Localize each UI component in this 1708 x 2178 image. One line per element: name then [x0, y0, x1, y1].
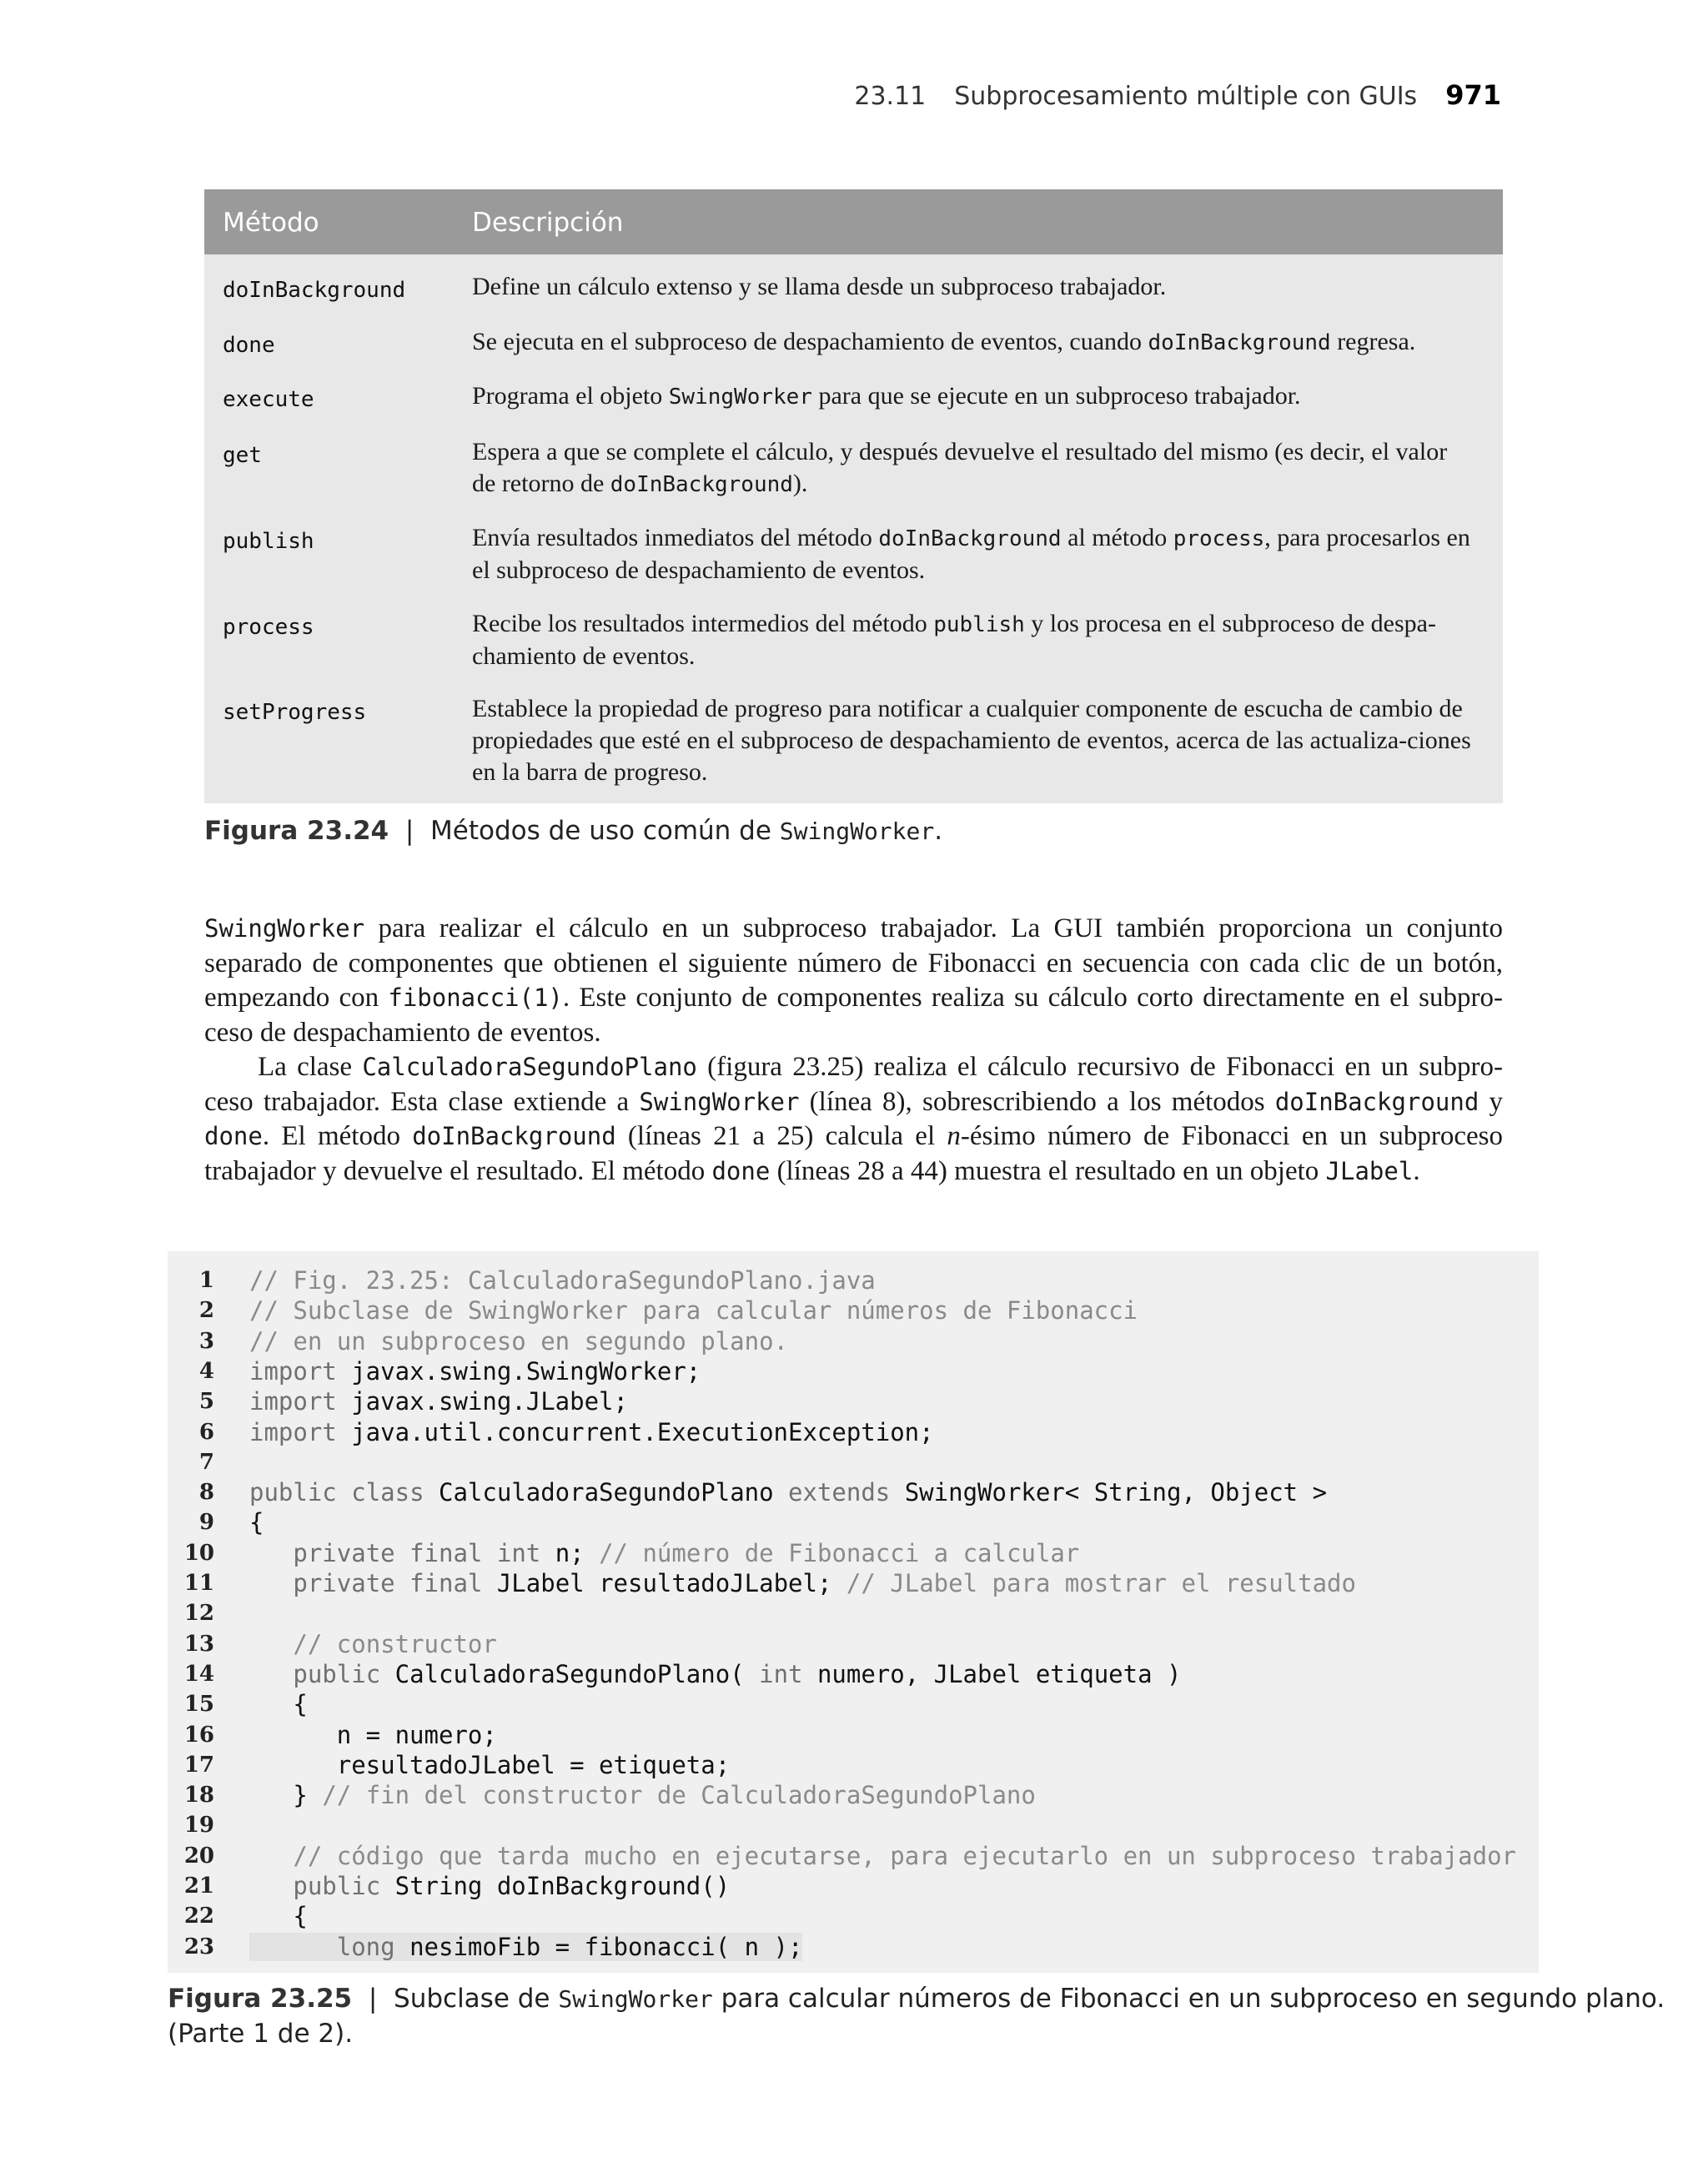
line-number: 18 — [183, 1783, 214, 1808]
method-name: get — [223, 443, 262, 468]
method-description: Se ejecuta en el subproceso de despachamiento de eventos, cuando doInBackground regresa. — [472, 328, 1416, 355]
line-number: 17 — [183, 1752, 214, 1778]
figure-label: Figura 23.24 — [204, 816, 389, 846]
running-header — [854, 79, 1501, 111]
line-number: 8 — [198, 1480, 214, 1506]
line-number: 9 — [198, 1510, 214, 1536]
code-text: } // fin del constructor de CalculadoraSegundoPlano — [249, 1781, 1036, 1810]
figure-caption-23-25: Figura 23.25 | Subclase de SwingWorker para calcular números de Fibonacci en un subproceso en segundo plano. — [168, 1984, 1665, 2014]
method-name: doInBackground — [223, 278, 406, 303]
method-name: publish — [223, 529, 314, 554]
code-text: { — [249, 1508, 264, 1537]
method-description: Define un cálculo extenso y se llama desde un subproceso trabajador. — [472, 273, 1167, 300]
table-header — [204, 189, 1503, 254]
figure-caption-23-24: Figura 23.24 | Métodos de uso común de SwingWorker. — [204, 816, 943, 846]
page-number: 971 — [1445, 79, 1501, 111]
code-listing — [168, 1251, 1539, 1973]
code-text: // código que tarda mucho en ejecutarse, para ejecutarlo en un subproceso trabajador — [293, 1841, 1516, 1870]
code-text: // Subclase de SwingWorker para calcular números de Fibonacci — [249, 1296, 1138, 1325]
method-name: done — [223, 333, 275, 358]
line-number: 23 — [183, 1934, 214, 1959]
code-text: public CalculadoraSegundoPlano( int numero, JLabel etiqueta ) — [293, 1659, 1182, 1688]
method-description: Recibe los resultados intermedios del método publish y los procesa en el subproceso de despa-chamiento de eventos. — [472, 610, 1436, 670]
line-number: 5 — [198, 1389, 214, 1415]
section-number: 23.11 — [854, 82, 927, 111]
line-number: 16 — [183, 1722, 214, 1748]
line-number: 19 — [183, 1813, 214, 1838]
line-number: 13 — [183, 1631, 214, 1657]
methods-table — [204, 189, 1503, 803]
code-text: private final JLabel resultadoJLabel; // JLabel para mostrar el resultado — [293, 1569, 1356, 1597]
column-header-description: Descripción — [472, 208, 624, 238]
line-number: 22 — [183, 1904, 214, 1929]
section-title: Subprocesamiento múltiple con GUIs — [954, 82, 1418, 111]
paragraph: SwingWorker para realizar el cálculo en un subproceso trabajador. La GUI también proporciona un conjunto separado de componentes que obtienen el siguiente número de Fibonacci en secuencia con cada clic de un botón, empezando con fibonacci(1). Este conjunto de componentes realiza su cálculo corto directamente en el subpro-ceso de despachamiento de eventos. — [204, 913, 1503, 1048]
code-text: import java.util.concurrent.ExecutionException; — [249, 1417, 934, 1446]
code-text: long nesimoFib = fibonacci( n ); — [249, 1933, 802, 1961]
code-text: import javax.swing.JLabel; — [249, 1387, 628, 1416]
line-number: 10 — [183, 1540, 214, 1566]
code-text: { — [249, 1690, 308, 1719]
line-number: 11 — [183, 1571, 214, 1596]
line-number: 4 — [198, 1358, 214, 1384]
code-text: import javax.swing.SwingWorker; — [249, 1356, 701, 1386]
method-description: Envía resultados inmediatos del método doInBackground al método process, para procesarlos en el subproceso de despachamiento de eventos. — [472, 524, 1470, 584]
line-number: 14 — [183, 1661, 214, 1687]
line-number: 20 — [183, 1843, 214, 1869]
line-number: 6 — [198, 1419, 214, 1445]
code-text: // constructor — [293, 1629, 497, 1658]
code-text: { — [249, 1902, 308, 1931]
method-name: process — [223, 615, 314, 640]
line-number: 15 — [183, 1692, 214, 1718]
line-number: 2 — [198, 1298, 214, 1324]
column-header-method: Método — [223, 208, 319, 238]
code-text: resultadoJLabel = etiqueta; — [249, 1750, 731, 1779]
code-text: private final int n; // número de Fibonacci a calcular — [293, 1538, 1080, 1567]
line-number: 12 — [183, 1601, 214, 1627]
line-number: 7 — [198, 1449, 214, 1475]
paragraph: La clase CalculadoraSegundoPlano (figura 23.25) realiza el cálculo recursivo de Fibonacci en un subpro-ceso trabajador. Esta clase extiende a SwingWorker (línea 8), sobrescribiendo a los métodos doInBackground y done. El método doInBackground (líneas 21 a 25) calcula el n-ésimo número de Fibonacci en un subproceso trabajador y devuelve el resultado. El método done (líneas 28 a 44) muestra el resultado en un objeto JLabel. — [204, 1052, 1504, 1186]
line-number: 21 — [183, 1874, 214, 1899]
method-name: setProgress — [223, 700, 367, 725]
line-number: 3 — [198, 1328, 214, 1354]
method-description: Espera a que se complete el cálculo, y después devuelve el resultado del mismo (es decir, el valor de retorno de doInBackground). — [472, 438, 1448, 497]
code-text: public class CalculadoraSegundoPlano extends SwingWorker< String, Object > — [249, 1478, 1328, 1507]
method-name: execute — [223, 387, 314, 412]
line-number: 1 — [198, 1268, 214, 1293]
figure-caption-continuation: (Parte 1 de 2). — [168, 2019, 354, 2049]
method-description: Establece la propiedad de progreso para notificar a cualquier componente de escucha de cambio de propiedades que esté en el subproceso de despachamiento de eventos, acerca de las actualiza-ciones en la barra de progreso. — [472, 695, 1471, 786]
code-text: // Fig. 23.25: CalculadoraSegundoPlano.java — [249, 1266, 876, 1295]
code-text: // en un subproceso en segundo plano. — [249, 1326, 789, 1356]
method-description: Programa el objeto SwingWorker para que se ejecute en un subproceso trabajador. — [472, 382, 1301, 410]
code-text: public String doInBackground() — [293, 1872, 731, 1900]
code-text: n = numero; — [249, 1720, 497, 1749]
figure-label: Figura 23.25 — [168, 1984, 353, 2014]
body-text — [204, 912, 1503, 1189]
